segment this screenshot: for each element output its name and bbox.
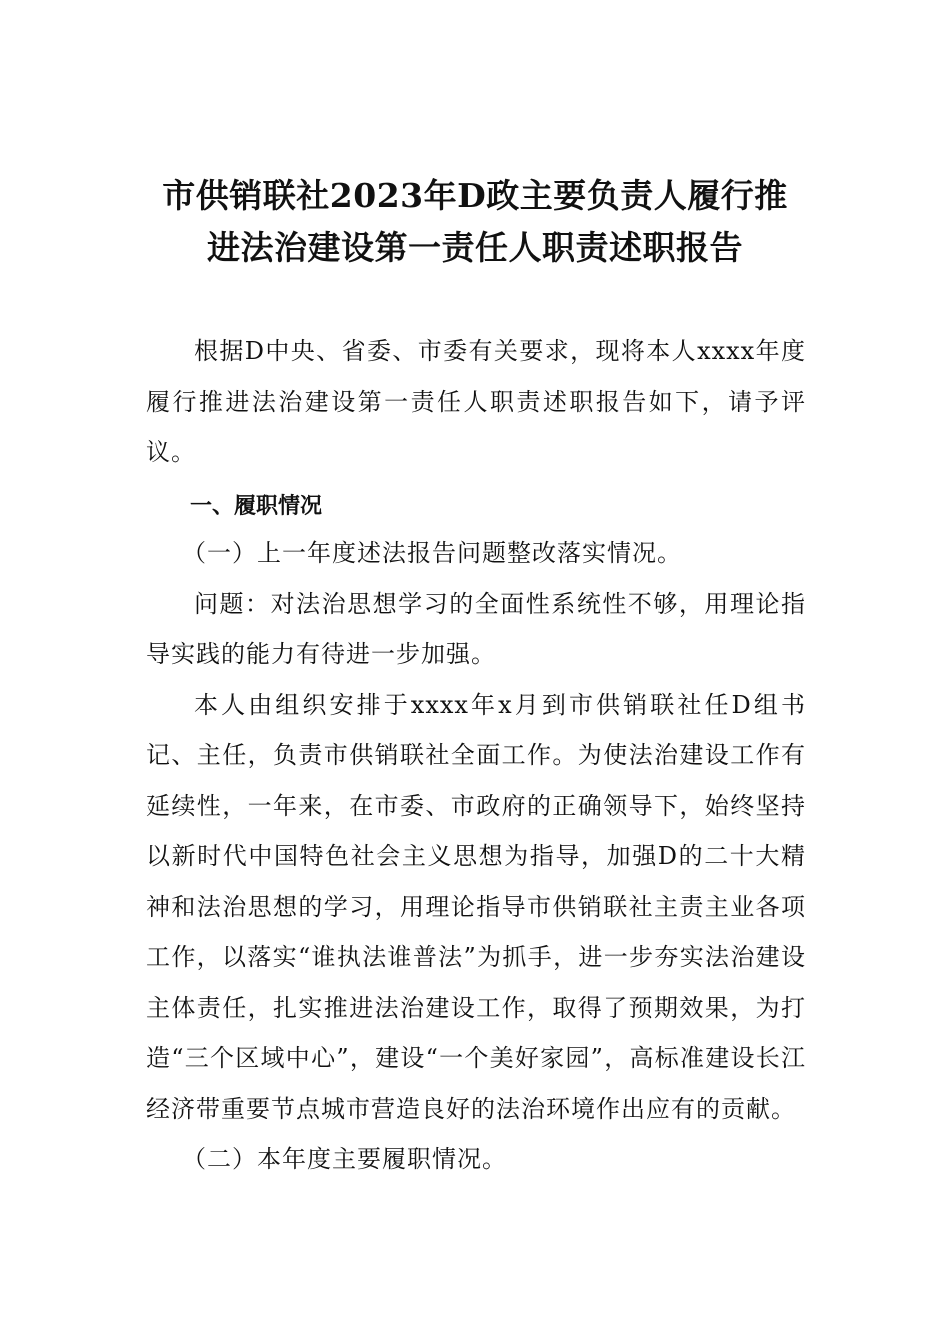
title-line-1: 市供销联社2023年D政主要负责人履行推 [162,176,788,215]
title-line-2: 进法治建设第一责任人职责述职报告 [207,228,743,267]
document-body [146,326,806,1185]
main-paragraph: 本人由组织安排于xxxx年x月到市供销联社任D组书记、主任，负责市供销联社全面工作。为使法治建设工作有延续性，一年来，在市委、市政府的正确领导下，始终坚持以新时代中国特色社会主义思想为指导，加强D的二十大精神和法治思想的学习，用理论指导市供销联社主责主业各项工作，以落实“谁执法谁普法”为抓手，进一步夯实法治建设主体责任，扎实推进法治建设工作，取得了预期效果，为打造“三个区域中心”，建设“一个美好家园”，高标准建设长江经济带重要节点城市营造良好的法治环境作出应有的贡献。 [146,690,806,1123]
subsection-heading-2: （二）本年度主要履职情况。 [182,1145,507,1173]
document-title [140,170,810,274]
intro-paragraph: 根据D中央、省委、市委有关要求，现将本人xxxx年度履行推进法治建设第一责任人职责述职报告如下，请予评议。 [146,337,806,466]
section-heading-1: 一、履职情况 [190,493,323,519]
subsection-heading-1: （一）上一年度述法报告问题整改落实情况。 [182,539,682,567]
problem-paragraph: 问题：对法治思想学习的全面性系统性不够，用理论指导实践的能力有待进一步加强。 [146,589,806,668]
